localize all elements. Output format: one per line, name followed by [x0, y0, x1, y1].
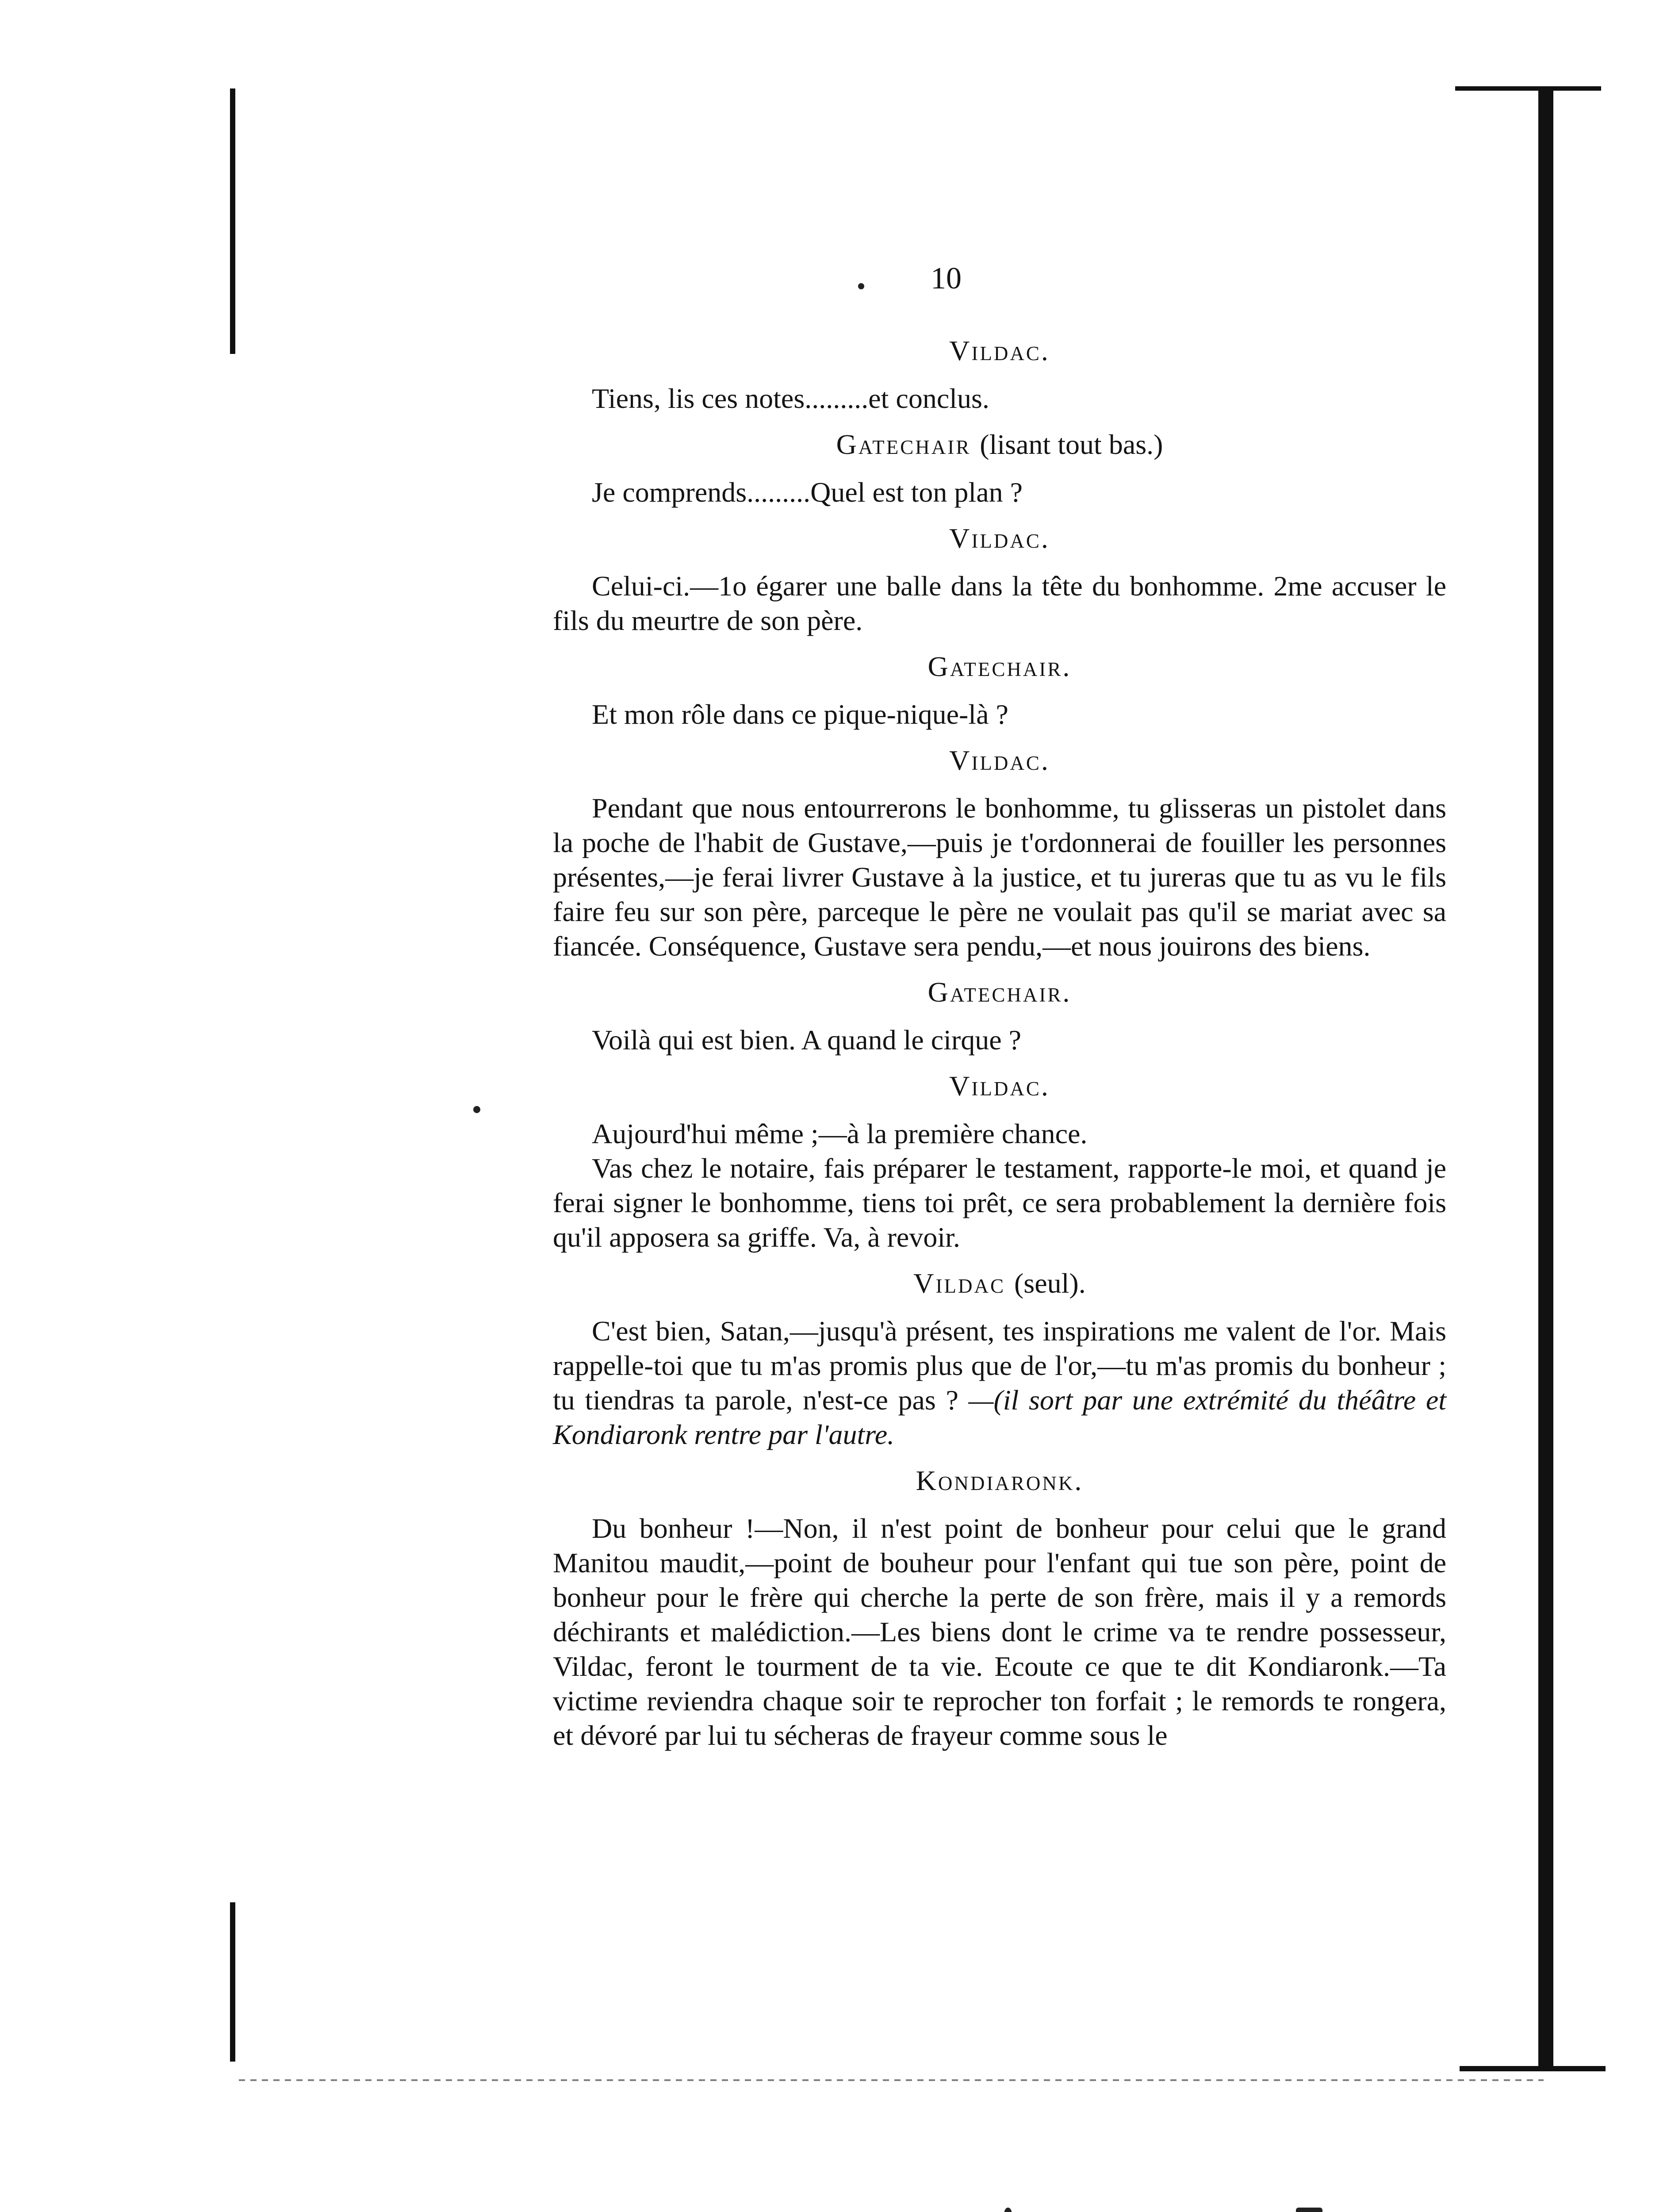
page-edge-bottom-mark: [1460, 2066, 1606, 2071]
dialogue-line: Vas chez le notaire, fais préparer le testament, rapporte-le moi, et quand je ferai signer le bonhomme, tiens toi prêt, ce sera probablement la dernière fois qu'il apposera sa griffe. Va, à revoir.: [553, 1152, 1446, 1253]
dialogue-line: Du bonheur !—Non, il n'est point de bonheur pour celui que le grand Manitou maudit,—point de bouheur pour l'enfant qui tue son père, point de bonheur pour le frère qui cherche la perte de son frère, mais il y a remords déchirants et malédiction.—Les biens dont le crime va te rendre possesseur, Vildac, feront le tourment de ta vie. Ecoute ce que te dit Kondiaronk.—Ta victime reviendra chaque soir te reprocher ton forfait ; le remords te rongera, et dévoré par lui tu sécheras de frayeur comme sous le: [553, 1513, 1446, 1751]
dialogue-line: Je comprends.........Quel est ton plan ?: [592, 476, 1023, 508]
dialogue-line: C'est bien, Satan,—jusqu'à présent, tes inspirations me valent de l'or. Mais rappelle-toi que tu m'as promis plus que de l'or,—tu m'as promis du bonheur ; tu tiendras ta parole, n'est-ce pas ? —(il sort par une extrémité du théâtre et Kondiaronk rentre par l'autre.: [553, 1315, 1446, 1450]
speaker-name: Gatechair.: [927, 651, 1072, 682]
speaker-name: Gatechair.: [927, 976, 1072, 1008]
dialogue-line: Voilà qui est bien. A quand le cirque ?: [592, 1024, 1022, 1056]
page-edge-right: [1538, 88, 1553, 2070]
dialogue-line: Pendant que nous entourrerons le bonhomme, tu glisseras un pistolet dans la poche de l'habit de Gustave,—puis je t'ordonnerai de fouiller les personnes présentes,—je ferai livrer Gustave à la justice, et tu jureras que tu as vu le fils faire feu sur son père, parceque le père ne voulait pas qu'il se mariat avec sa fiancée. Conséquence, Gustave sera pendu,—et nous jouirons des biens.: [553, 792, 1446, 962]
speaker-name: Vildac.: [949, 335, 1050, 366]
dialogue-line: Et mon rôle dans ce pique-nique-là ?: [592, 699, 1008, 730]
speaker-name: Vildac.: [949, 745, 1050, 776]
stage-direction: —(il sort par une extrémité du théâtre et Kondiaronk rentre par l'autre.: [553, 1384, 1446, 1450]
stage-direction: (lisant tout bas.): [980, 429, 1163, 460]
page-edge-left-bottom: [230, 1902, 235, 2062]
dialogue-line: Tiens, lis ces notes.........et conclus.: [592, 383, 989, 414]
speaker-name: Kondiaronk.: [916, 1465, 1084, 1496]
page-edge-left-top: [230, 88, 235, 354]
speaker-name: Vildac.: [949, 522, 1050, 554]
stage-direction: (seul).: [1014, 1267, 1086, 1299]
dialogue-line: Aujourd'hui même ;—à la première chance.: [592, 1118, 1088, 1149]
speaker-name: Vildac (seul).: [913, 1267, 1086, 1299]
dialogue-line: Celui-ci.—1o égarer une balle dans la tête du bonhomme. 2me accuser le fils du meurtre de son père.: [553, 570, 1446, 636]
play-text: [553, 327, 1446, 1764]
speaker-name: Vildac.: [949, 1070, 1050, 1102]
page-number: 10: [931, 261, 962, 296]
page-edge-bottom: [239, 2079, 1544, 2081]
scan-speck: [473, 1106, 480, 1113]
scan-speck: [1004, 2208, 1012, 2212]
scan-speck: [1296, 2208, 1322, 2212]
page-edge-top-mark: [1455, 86, 1601, 91]
speaker-name: Gatechair (lisant tout bas.): [836, 429, 1163, 460]
